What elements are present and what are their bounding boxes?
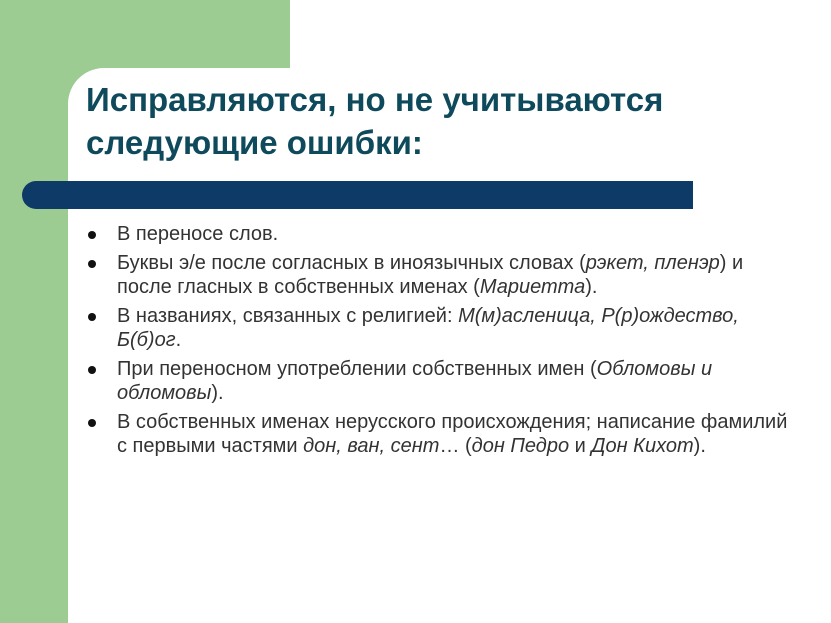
green-side-bar (0, 0, 68, 623)
bullet-dot-icon (88, 313, 96, 321)
bullet-item-religion (88, 304, 788, 352)
bullet-text: … ( (439, 435, 472, 457)
bullet-text: ). (693, 435, 706, 457)
bullet-item-foreign-names (88, 410, 788, 458)
bullet-text: ). (211, 382, 224, 404)
bullet-dot-icon (88, 366, 96, 374)
bullet-list (88, 222, 788, 463)
bullet-text: В названиях, связанных с религией: (117, 305, 459, 327)
example-word: Обломовы и обломовы (117, 358, 713, 404)
example-word: дон Педро (471, 435, 570, 457)
example-word: Р(р)ождество, Б(б)ог (117, 305, 739, 351)
example-word: дон, ван, сент (303, 435, 440, 457)
bullet-item-e-letters (88, 251, 788, 299)
title-line-2: следующие ошибки: (86, 124, 423, 161)
bullet-dot-icon (88, 231, 96, 239)
bullet-text: и (569, 435, 592, 457)
bullet-text: ) и после гласных в собственных именах ( (117, 252, 744, 298)
bullet-text: В переносе слов. (117, 223, 279, 245)
example-word: Мариетта (479, 276, 586, 298)
title-line-1: Исправляются, но не учитываются (86, 81, 664, 118)
example-word: Дон Кихот (591, 435, 694, 457)
bullet-dot-icon (88, 260, 96, 268)
example-word: М(м)асленица, (458, 305, 596, 327)
bullet-dot-icon (88, 419, 96, 427)
example-word: пленэр (654, 252, 720, 274)
bullet-item-hyphenation (88, 222, 788, 246)
bullet-item-figurative-names (88, 357, 788, 405)
bullet-text: ). (585, 276, 598, 298)
example-word: рэкет, (585, 252, 649, 274)
slide-title (86, 78, 786, 164)
bullet-text: В собственных именах нерусского происхождения; написание фамилий с первыми частями (117, 411, 788, 457)
bullet-text: Буквы э/е после согласных в иноязычных словах ( (117, 252, 586, 274)
bullet-text: . (175, 329, 182, 351)
title-divider-bar (22, 181, 693, 209)
bullet-text: При переносном употреблении собственных имен ( (117, 358, 597, 380)
